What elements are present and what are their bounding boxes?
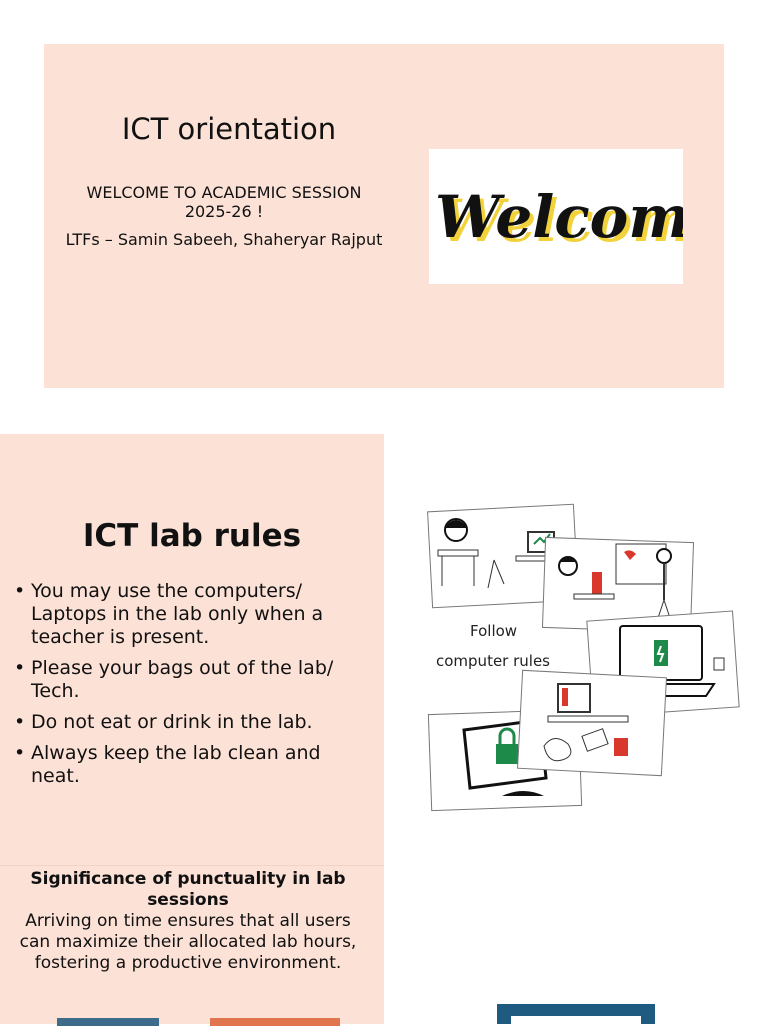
welcome-script-graphic xyxy=(429,149,683,284)
lab-rules-slide xyxy=(0,434,384,1024)
section-divider xyxy=(0,865,384,866)
orange-button[interactable] xyxy=(210,1018,340,1026)
svg-text:Welcome!: Welcom xyxy=(435,183,683,251)
punctuality-body: Arriving on time ensures that all users can maximize their allocated lab hours, fostering a productive environment. xyxy=(19,911,357,973)
rules-list xyxy=(14,580,364,796)
rule-item: • Always keep the lab clean and neat. xyxy=(14,742,364,788)
lab-rules-heading: ICT lab rules xyxy=(82,518,302,554)
punctuality-note xyxy=(10,869,366,974)
rule-item: • Do not eat or drink in the lab. xyxy=(14,711,364,734)
illustration-caption-1: Follow xyxy=(470,622,518,640)
next-slide-inner xyxy=(511,1016,641,1024)
title-slide xyxy=(44,44,724,388)
ltfs-names: LTFs – Samin Sabeeh, Shaheryar Rajput xyxy=(65,230,383,249)
rule-item: • You may use the computers/ Laptops in the lab only when a teacher is present. xyxy=(14,580,364,649)
messy-desk-card xyxy=(518,670,667,775)
svg-text:Welcome!: Welco xyxy=(439,187,633,255)
blue-button[interactable] xyxy=(57,1018,159,1026)
rule-item: • Please your bags out of the lab/ Tech. xyxy=(14,657,364,703)
illustration-caption-2: computer rules xyxy=(436,652,550,670)
slide-title: ICT orientation xyxy=(121,112,337,146)
welcome-image xyxy=(429,149,683,284)
next-slide-frame xyxy=(497,1004,655,1024)
computer-rules-illustration xyxy=(424,500,744,820)
session-subtitle: WELCOME TO ACADEMIC SESSION 2025-26 ! xyxy=(86,183,362,221)
punctuality-title: Significance of punctuality in lab sessions xyxy=(30,869,346,910)
